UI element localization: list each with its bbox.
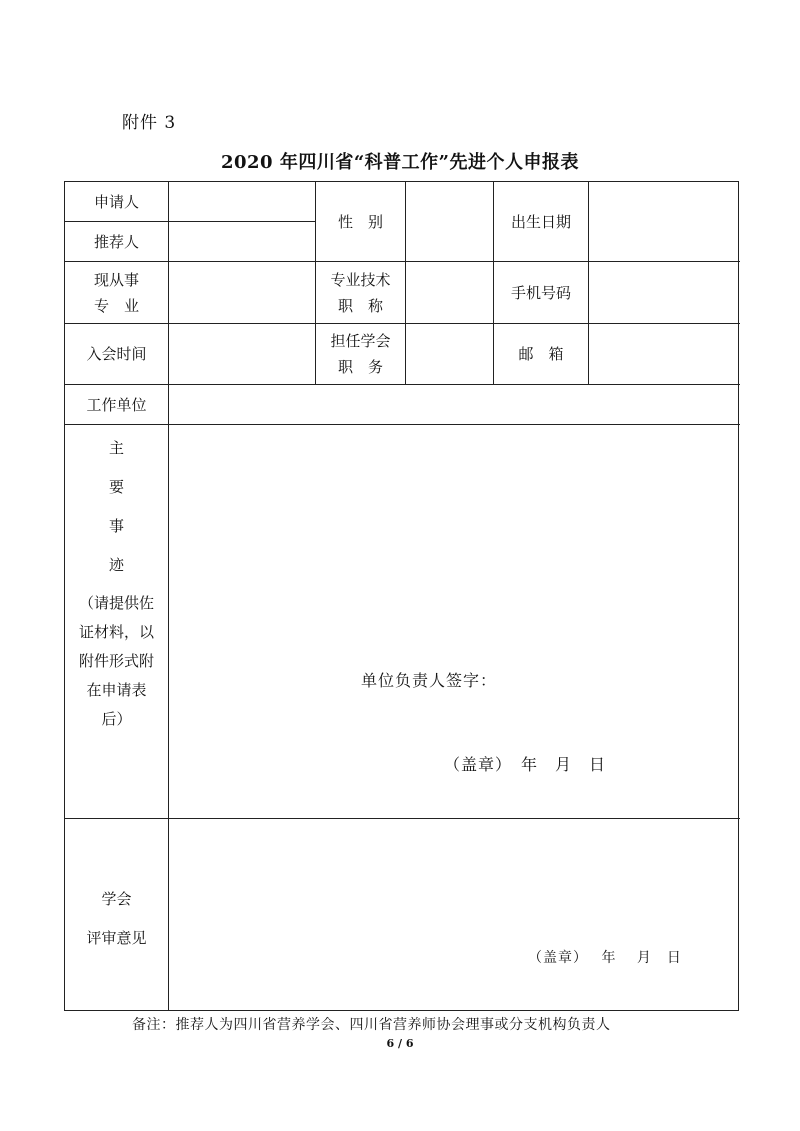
work-unit-field[interactable] — [169, 385, 739, 424]
footnote: 备注：推荐人为四川省营养学会、四川省营养师协会理事或分支机构负责人 — [132, 1017, 611, 1033]
society-role-line1: 担任学会 — [330, 332, 391, 350]
professional-title-line2: 职 称 — [337, 296, 383, 315]
join-time-label: 入会时间 — [86, 345, 147, 363]
join-time-field[interactable] — [169, 324, 315, 384]
major-label — [65, 262, 168, 323]
professional-title-line1: 专业技术 — [330, 270, 391, 289]
phone-field[interactable] — [589, 262, 739, 323]
deeds-hint-line: 附件形式附 — [78, 652, 154, 670]
phone-label: 手机号码 — [510, 283, 571, 302]
professional-title-label — [316, 262, 405, 323]
major-field[interactable] — [169, 262, 315, 323]
deeds-hint-line: 证材料，以 — [78, 623, 154, 641]
page-title: 2020 年四川省“科普工作”先进个人申报表 — [220, 152, 580, 173]
society-role-label — [316, 324, 405, 384]
major-label-line1: 现从事 — [93, 270, 139, 289]
application-form — [64, 181, 739, 1011]
major-label-line2: 专 业 — [93, 296, 139, 315]
society-role-line2: 职 务 — [337, 358, 383, 376]
deeds-label-char: 主 — [108, 439, 124, 457]
gender-label: 性 别 — [337, 212, 383, 231]
page-number: 6 / 6 — [386, 1037, 414, 1050]
deeds-stamp-date: （盖章） 年 月 日 — [444, 755, 607, 774]
deeds-hint-line: 后） — [101, 710, 132, 728]
deeds-label-char: 迹 — [108, 556, 124, 574]
recommender-field[interactable] — [169, 222, 315, 261]
deeds-label-char: 事 — [108, 517, 124, 535]
attachment-label: 附件 3 — [122, 113, 177, 133]
review-label-line1: 学会 — [101, 890, 132, 908]
deeds-label-char: 要 — [108, 478, 124, 496]
deeds-hint-line: 在申请表 — [86, 681, 147, 699]
professional-title-field[interactable] — [406, 262, 493, 323]
review-label-line2: 评审意见 — [86, 929, 147, 947]
review-stamp-date: （盖章） 年 月 日 — [528, 950, 682, 966]
applicant-label: 申请人 — [93, 192, 139, 211]
email-field[interactable] — [589, 324, 739, 384]
gender-field[interactable] — [406, 182, 493, 261]
society-role-field[interactable] — [406, 324, 493, 384]
applicant-field[interactable] — [169, 182, 315, 221]
email-label: 邮 箱 — [518, 345, 564, 363]
birth-date-label: 出生日期 — [510, 212, 571, 231]
review-opinion-field[interactable] — [169, 819, 739, 1011]
birth-date-field[interactable] — [589, 182, 739, 261]
work-unit-label: 工作单位 — [86, 395, 147, 414]
recommender-label: 推荐人 — [93, 232, 139, 251]
unit-head-signature-label: 单位负责人签字： — [361, 671, 498, 690]
deeds-hint-line: （请提供佐 — [78, 594, 154, 612]
